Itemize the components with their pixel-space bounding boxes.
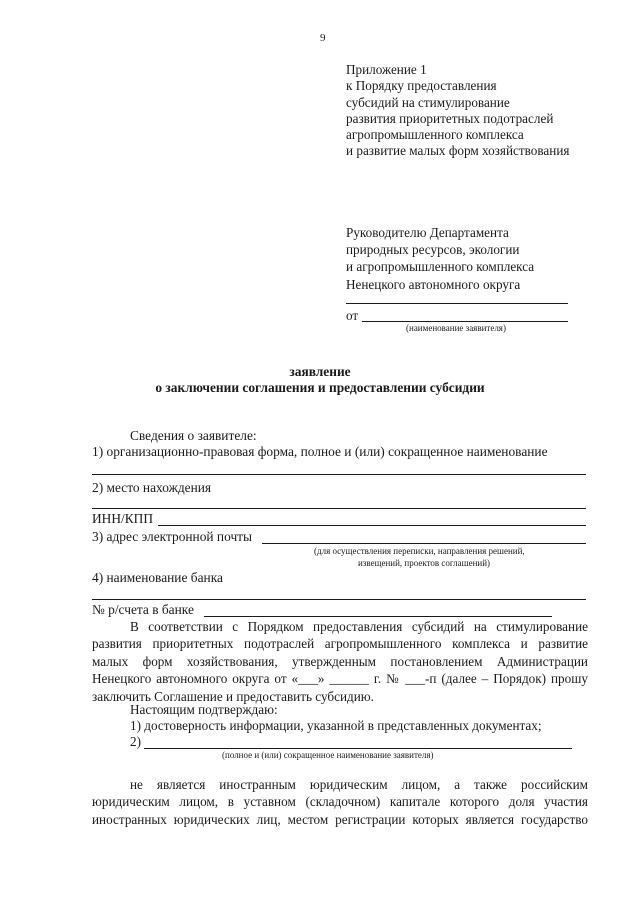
appendix-header	[346, 62, 569, 160]
field-account-label: № р/счета в банке	[92, 602, 194, 617]
confirm-item-2-hint: (полное и (или) сокращенное наименование заявителя)	[222, 750, 434, 760]
field-bank-line[interactable]	[92, 599, 586, 600]
confirm-heading: Настоящим подтверждаю:	[130, 702, 278, 717]
closing-paragraph	[92, 776, 588, 828]
title-line-2: о заключении соглашения и предоставлении субсидии	[155, 380, 485, 395]
field-account-line[interactable]	[204, 616, 552, 617]
field-inn-label: ИНН/КПП	[92, 511, 154, 526]
addressee-line: и агропромышленного комплекса	[346, 259, 535, 275]
page-number: 9	[320, 32, 326, 44]
appendix-line: агропромышленного комплекса	[346, 127, 524, 143]
confirm-item-1: 1) достоверность информации, указанной в представленных документах;	[130, 718, 542, 733]
field-inn-line[interactable]	[158, 525, 586, 526]
paragraph-line: Ненецкого автономного округа от «___» ______ г. № ___-п (далее – Порядок) прошу	[92, 671, 588, 687]
addressee-line: Руководителю Департамента	[346, 225, 509, 240]
field-email-hint-1: (для осуществления переписки, направления решений,	[314, 546, 525, 556]
addressee-block	[346, 224, 534, 293]
from-label: от	[346, 308, 359, 323]
title-line-1: заявление	[289, 364, 351, 379]
request-paragraph	[92, 618, 588, 705]
confirm-item-2-line[interactable]	[144, 748, 572, 749]
field-org-form-label: 1) организационно-правовая форма, полное и (или) сокращенное наименование	[92, 444, 548, 459]
paragraph-line: развития приоритетных подотраслей агропромышленного комплекса и развитие	[92, 636, 588, 652]
field-email-label: 3) адрес электронной почты	[92, 529, 253, 544]
confirm-item-2-label: 2)	[130, 734, 141, 749]
appendix-line: Приложение 1	[346, 62, 427, 77]
field-email-line[interactable]	[262, 543, 586, 544]
field-bank-label: 4) наименование банка	[92, 570, 223, 585]
paragraph-line: не является иностранным юридическим лицом, а также российским	[130, 777, 588, 792]
field-org-form-line[interactable]	[92, 474, 586, 475]
addressee-blank-line[interactable]	[346, 303, 568, 304]
field-location-line[interactable]	[92, 508, 586, 509]
paragraph-line: В соответствии с Порядком предоставления субсидий на стимулирование	[130, 619, 588, 634]
paragraph-line: заключить Соглашение и предоставить субсидию.	[92, 688, 374, 704]
applicant-info-heading: Сведения о заявителе:	[130, 428, 257, 443]
document-title	[0, 364, 640, 396]
applicant-name-line[interactable]	[362, 321, 568, 322]
appendix-line: развития приоритетных подотраслей	[346, 110, 554, 126]
appendix-line: субсидий на стимулирование	[346, 94, 510, 110]
field-location-label: 2) место нахождения	[92, 480, 212, 495]
field-email-hint-2: извещений, проектов соглашений)	[358, 558, 491, 568]
paragraph-line: малых форм хозяйствования, утвержденным постановлением Администрации	[92, 653, 588, 669]
addressee-line: Ненецкого автономного округа	[346, 276, 521, 292]
appendix-line: к Порядку предоставления	[346, 78, 497, 94]
paragraph-line: иностранных юридических лиц, местом регистрации которых является государство	[92, 811, 588, 827]
applicant-name-hint: (наименование заявителя)	[406, 323, 506, 333]
addressee-line: природных ресурсов, экологии	[346, 242, 520, 258]
paragraph-line: юридическим лицом, в уставном (складочном) капитале которого доля участия	[92, 794, 588, 810]
appendix-line: и развитие малых форм хозяйствования	[346, 143, 570, 159]
